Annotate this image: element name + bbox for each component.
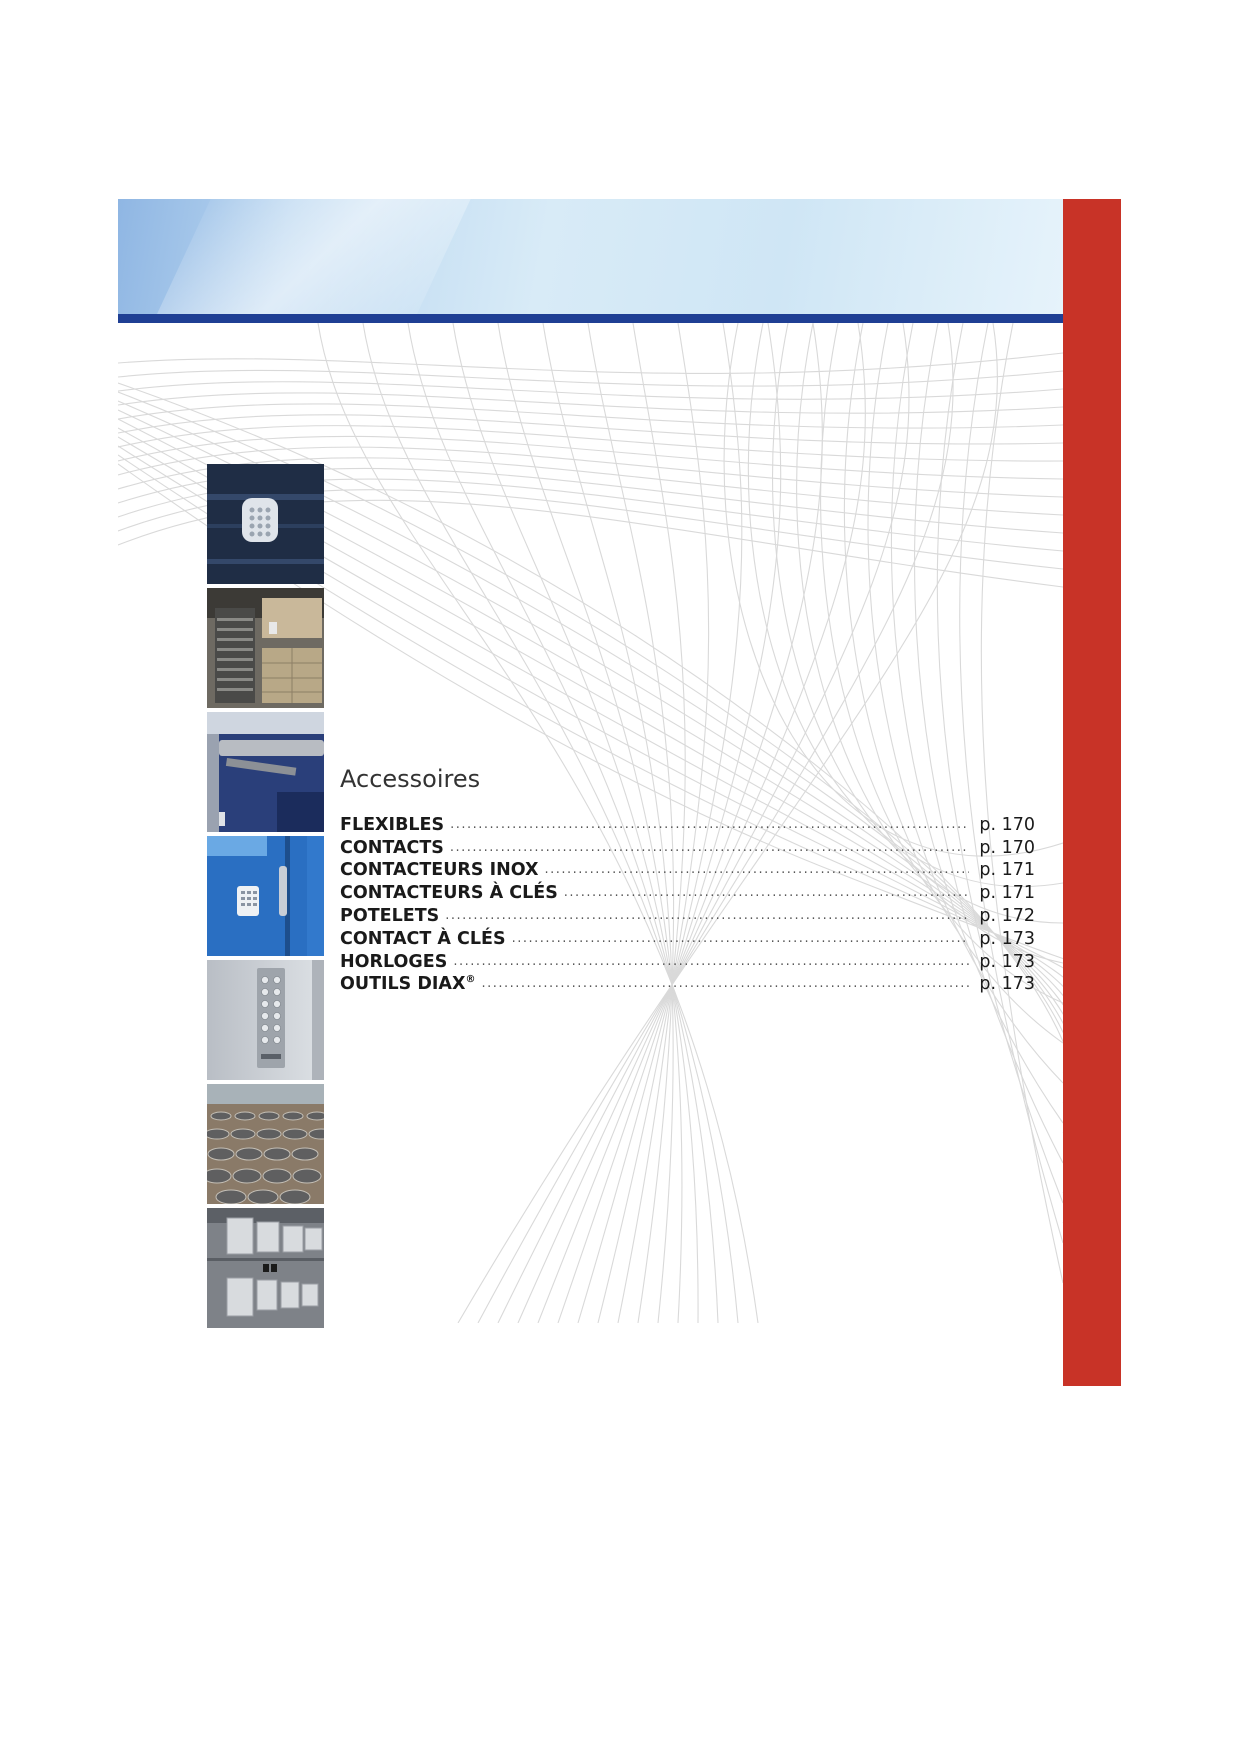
toc-entry-label: CONTACTEURS INOX <box>340 860 539 881</box>
toc-entry[interactable] <box>340 905 1035 928</box>
toc-entry-label: CONTACT À CLÉS <box>340 928 506 949</box>
toc-leader <box>512 928 970 951</box>
toc-entry-label: HORLOGES <box>340 951 448 972</box>
section-tab <box>1063 199 1121 1386</box>
toc-entry[interactable] <box>340 973 1035 996</box>
photo-electrical-boxes <box>207 1208 324 1328</box>
toc-entry-page: p. 172 <box>979 905 1035 926</box>
toc-leader <box>545 859 970 882</box>
section-title: Accessoires <box>340 765 481 793</box>
toc-entry-page: p. 170 <box>979 837 1035 858</box>
toc-entry-label <box>340 973 481 996</box>
toc-list <box>340 814 1035 996</box>
toc-entry[interactable] <box>340 859 1035 882</box>
toc-entry[interactable] <box>340 928 1035 951</box>
registered-mark: ® <box>465 974 476 986</box>
toc-entry[interactable] <box>340 837 1035 860</box>
toc-entry-label: FLEXIBLES <box>340 814 445 835</box>
toc-entry-page: p. 173 <box>979 928 1035 949</box>
toc-entry-label: POTELETS <box>340 905 440 926</box>
toc-entry-label: CONTACTEURS À CLÉS <box>340 883 558 904</box>
wave-line <box>118 393 1063 413</box>
toc-entry-label-text: OUTILS DIAX <box>340 974 466 995</box>
header-glare <box>127 199 490 314</box>
photo-door-closer <box>207 712 324 832</box>
toc-entry[interactable] <box>340 951 1035 974</box>
wave-line <box>937 323 1063 1203</box>
toc-entry[interactable] <box>340 882 1035 905</box>
photo-keypad-door <box>207 836 324 956</box>
header-rule <box>118 314 1063 323</box>
photo-keypad-wall <box>207 464 324 584</box>
wave-line <box>118 370 1063 386</box>
wave-line <box>915 323 1063 1163</box>
toc-leader <box>481 973 969 996</box>
photo-safe-room <box>207 588 324 708</box>
toc-entry-page: p. 173 <box>979 951 1035 972</box>
toc-leader <box>450 837 969 860</box>
toc-entry-page: p. 171 <box>979 883 1035 904</box>
toc-entry[interactable] <box>340 814 1035 837</box>
toc-entry-page: p. 171 <box>979 860 1035 881</box>
toc-leader <box>453 951 969 974</box>
toc-leader <box>564 882 970 905</box>
photo-production-line <box>207 1084 324 1204</box>
wave-line <box>118 382 1063 400</box>
header-banner <box>118 199 1063 314</box>
photo-stainless-keypad <box>207 960 324 1080</box>
table-of-contents <box>340 765 1035 996</box>
toc-entry-label: CONTACTS <box>340 837 444 858</box>
toc-leader <box>450 814 969 837</box>
toc-entry-page: p. 170 <box>979 814 1035 835</box>
toc-entry-page: p. 173 <box>979 974 1035 995</box>
photo-strip <box>207 464 324 1332</box>
toc-leader <box>445 905 969 928</box>
